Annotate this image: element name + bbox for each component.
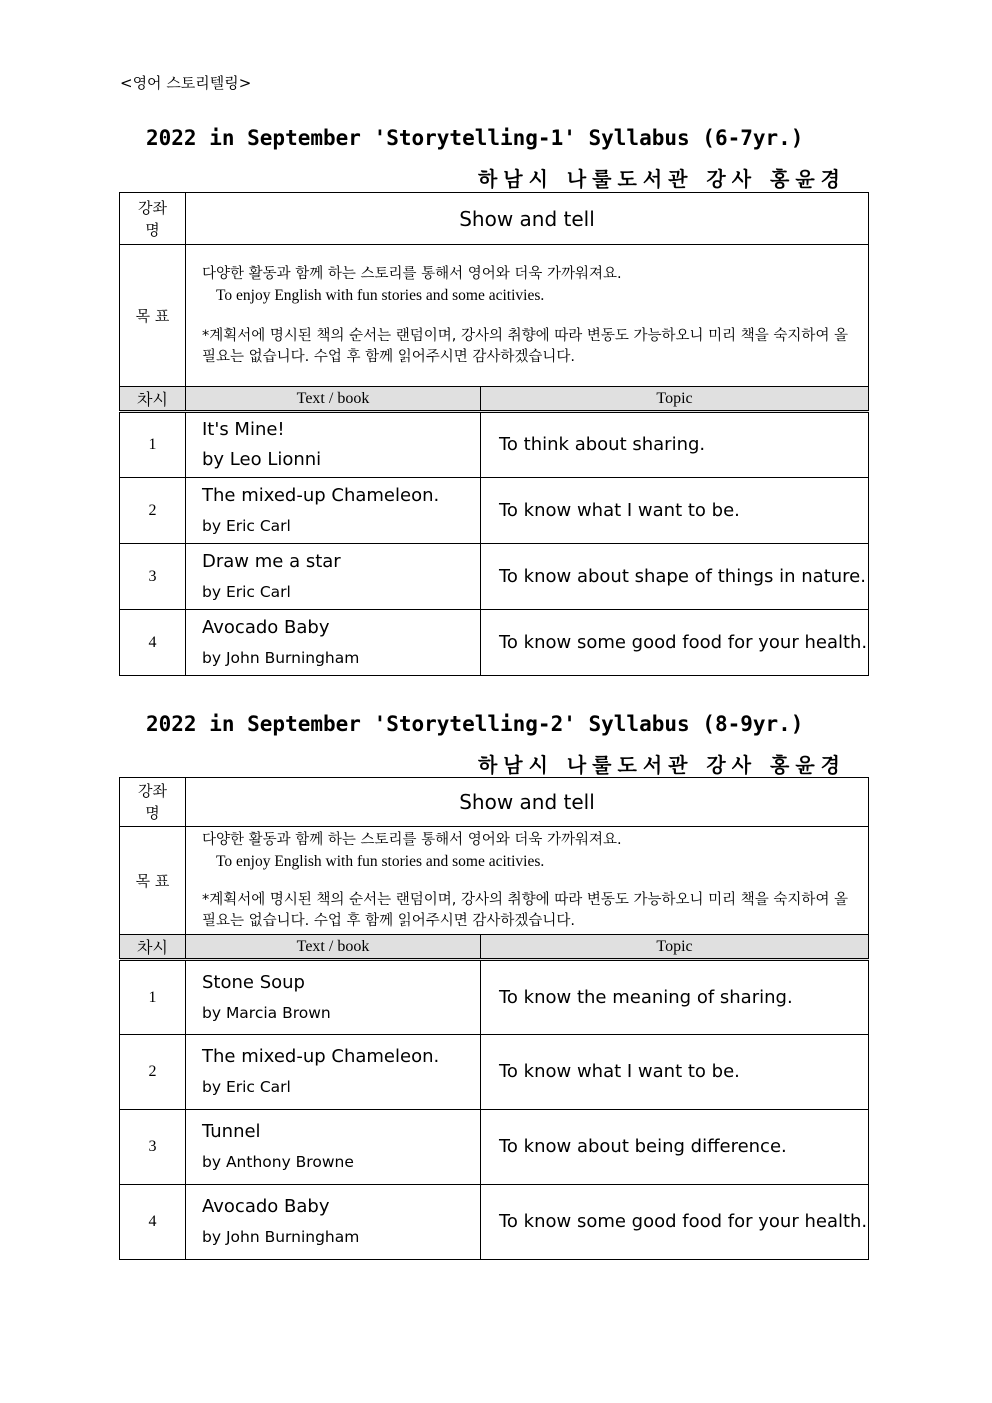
topic-cell: To know about being difference. [481,1110,869,1185]
course-name: Show and tell [186,193,869,245]
goal-label: 목 표 [120,245,186,387]
table-row [120,544,869,610]
table-row [120,960,869,1035]
session-number: 3 [120,1110,186,1185]
syllabus-table-2 [119,777,869,1260]
goal-note: *계획서에 명시된 책의 순서는 랜덤이며, 강사의 취향에 따라 변동도 가능하오니 미리 책을 숙지하여 올 필요는 없습니다. 수업 후 함께 읽어주시면 감사하겠습니다. [202,891,849,929]
syllabus-table-1 [119,192,869,676]
goal-korean: 다양한 활동과 함께 하는 스토리를 통해서 영어와 더욱 가까워져요. [202,831,622,848]
session-number: 4 [120,1185,186,1260]
table-row [120,478,869,544]
column-header-topic: Topic [481,387,869,412]
book-author: by Eric Carl [202,1078,291,1096]
book-cell [186,610,481,676]
goal-english: To enjoy English with fun stories and some acitivies. [216,852,545,870]
book-cell [186,478,481,544]
column-header-session: 차시 [120,387,186,412]
book-author: by John Burningham [202,648,360,667]
topic-cell: To know some good food for your health. [481,1185,869,1260]
topic-cell: To think about sharing. [481,412,869,478]
course-name: Show and tell [186,778,869,827]
goal-korean: 다양한 활동과 함께 하는 스토리를 통해서 영어와 더욱 가까워져요. [202,265,622,282]
book-title: It's Mine! [202,419,285,440]
book-author: by Anthony Browne [202,1153,354,1171]
book-title: Tunnel [202,1121,261,1142]
session-number: 2 [120,478,186,544]
book-cell [186,1185,481,1260]
topic-cell: To know what I want to be. [481,478,869,544]
book-author: by John Burningham [202,1228,360,1246]
course-label: 강좌 명 [120,193,186,245]
instructor-line-1: 하남시 나룰도서관 강사 홍윤경 [477,167,846,191]
column-header-topic: Topic [481,935,869,960]
table-row [120,1185,869,1260]
goal-note: *계획서에 명시된 책의 순서는 랜덤이며, 강사의 취향에 따라 변동도 가능하오니 미리 책을 숙지하여 올 필요는 없습니다. 수업 후 함께 읽어주시면 감사하겠습니다. [202,327,849,365]
book-title: Avocado Baby [202,616,330,638]
goal-english: To enjoy English with fun stories and some acitivies. [216,286,545,304]
column-header-book: Text / book [186,935,481,960]
document-tag: <영어 스토리텔링> [120,74,252,92]
goal-label: 목 표 [120,827,186,935]
book-title: The mixed-up Chameleon. [202,484,440,506]
syllabus-title-2: 2022 in September 'Storytelling-2' Syllabus (8-9yr.) [146,712,804,736]
topic-cell: To know some good food for your health. [481,610,869,676]
book-cell [186,960,481,1035]
book-cell [186,1110,481,1185]
table-row [120,1035,869,1110]
course-label: 강좌 명 [120,778,186,827]
goal-text [186,245,869,387]
column-header-session: 차시 [120,935,186,960]
book-cell [186,1035,481,1110]
book-author: by Eric Carl [202,516,291,535]
book-title: Avocado Baby [202,1196,330,1217]
book-title: Draw me a star [202,550,341,572]
table-row [120,1110,869,1185]
book-author: by Eric Carl [202,582,291,601]
table-row [120,610,869,676]
book-title: The mixed-up Chameleon. [202,1046,440,1067]
book-author: by Leo Lionni [202,449,322,470]
topic-cell: To know about shape of things in nature. [481,544,869,610]
column-header-book: Text / book [186,387,481,412]
book-author: by Marcia Brown [202,1003,331,1022]
book-title: Stone Soup [202,971,305,993]
goal-text [186,827,869,935]
session-number: 2 [120,1035,186,1110]
session-number: 1 [120,960,186,1035]
session-number: 1 [120,412,186,478]
session-number: 3 [120,544,186,610]
session-number: 4 [120,610,186,676]
instructor-line-2: 하남시 나룰도서관 강사 홍윤경 [477,753,846,777]
book-cell [186,412,481,478]
topic-cell: To know what I want to be. [481,1035,869,1110]
syllabus-title-1: 2022 in September 'Storytelling-1' Syllabus (6-7yr.) [146,126,804,150]
table-row [120,412,869,478]
topic-cell: To know the meaning of sharing. [481,960,869,1035]
book-cell [186,544,481,610]
